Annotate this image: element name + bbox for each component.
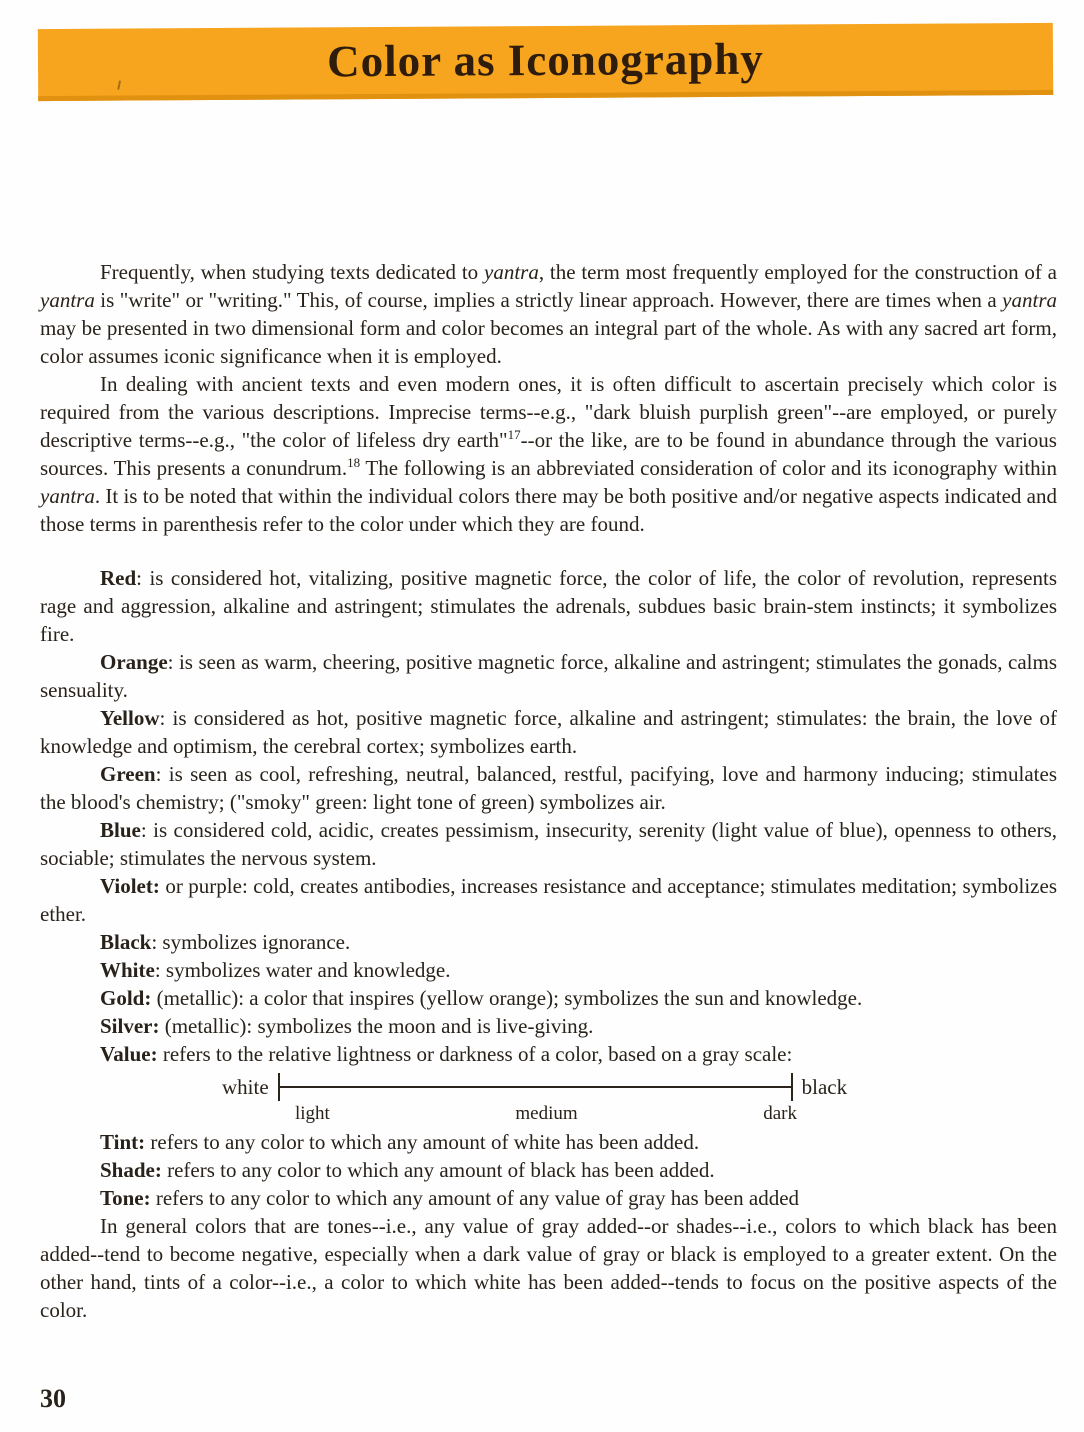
color-description: : is considered hot, vitalizing, positive magnetic force, the color of life, the color of revolution, represents rage and aggression, alkaline and astringent; stimulates the adrenals, subdues basic brain-stem instincts; it symbolizes fire. xyxy=(40,566,1057,646)
gray-scale-diagram xyxy=(40,1072,1057,1126)
color-description: (metallic): symbolizes the moon and is live-giving. xyxy=(159,1014,594,1038)
color-term: Shade: xyxy=(100,1158,162,1182)
color-entry xyxy=(40,928,1057,956)
intro-paragraph-2: In dealing with ancient texts and even modern ones, it is often difficult to ascertain precisely which color is required from the various descriptions. Imprecise terms--e.g., "dark bluish purplish green"--are employed, or purely descriptive terms--e.g., "the color of lifeless dry earth"$^{17}$--or the like, are to be found in abundance through the various sources. This presents a conundrum.$^{18}$ The following is an abbreviated consideration of color and its iconography within yantra. It is to be noted that within the individual colors there may be both positive and/or negative aspects indicated and those terms in parenthesis refer to the color under which they are found. xyxy=(40,372,1057,536)
color-term: Silver: xyxy=(100,1014,160,1038)
page-title: Color as Iconography xyxy=(326,33,764,86)
color-entry xyxy=(40,1184,1057,1212)
color-description: : symbolizes water and knowledge. xyxy=(154,958,451,982)
color-description: : is considered as hot, positive magnetic force, alkaline and astringent; stimulates: the brain, the love of knowledge and optimism, the cerebral cortex; symbolizes earth. xyxy=(40,706,1057,758)
color-entry xyxy=(40,816,1057,872)
scale-black-label: black xyxy=(801,1075,848,1099)
color-entry xyxy=(40,872,1057,928)
color-description: : symbolizes ignorance. xyxy=(151,930,351,954)
color-entry xyxy=(40,564,1057,648)
color-term: Tint: xyxy=(100,1130,146,1154)
gray-scale-tick-labels xyxy=(295,1102,797,1126)
gray-scale-row xyxy=(40,1072,1057,1102)
color-description: (metallic): a color that inspires (yellow orange); symbolizes the sun and knowledge. xyxy=(151,986,863,1010)
scale-white-label: white xyxy=(222,1075,269,1099)
color-term: Blue xyxy=(100,818,141,842)
color-entry xyxy=(40,1156,1057,1184)
scale-line xyxy=(278,1086,793,1088)
color-term: Green xyxy=(100,762,156,786)
color-term: Yellow xyxy=(100,706,160,730)
page-body xyxy=(40,258,1057,1324)
title-banner xyxy=(38,23,1053,101)
color-term: Gold: xyxy=(100,986,152,1010)
color-entry xyxy=(40,1012,1057,1040)
scale-tick-light: light xyxy=(295,1103,330,1124)
color-entry xyxy=(40,648,1057,704)
color-entry xyxy=(40,760,1057,816)
color-description: refers to any color to which any amount of black has been added. xyxy=(161,1158,715,1182)
color-term: Orange xyxy=(100,650,168,674)
color-term: Value: xyxy=(100,1042,158,1066)
color-description: : is considered cold, acidic, creates pessimism, insecurity, serenity (light value of blue), openness to others, sociable; stimulates the nervous system. xyxy=(40,818,1057,870)
color-entry xyxy=(40,956,1057,984)
color-term: Tone: xyxy=(100,1186,151,1210)
color-term: Red xyxy=(100,566,137,590)
color-description: refers to any color to which any amount of any value of gray has been added xyxy=(150,1186,800,1210)
color-term: Violet: xyxy=(100,874,160,898)
intro-paragraph-1: Frequently, when studying texts dedicated to yantra, the term most frequently employed for the construction of a yantra is "write" or "writing." This, of course, implies a strictly linear approach. However, there are times when a yantra may be presented in two dimensional form and color becomes an integral part of the whole. As with any sacred art form, color assumes iconic significance when it is employed. xyxy=(40,260,1057,368)
scale-tick-dark: dark xyxy=(763,1103,797,1124)
color-entries xyxy=(40,564,1057,1068)
page-number: 30 xyxy=(40,1384,66,1413)
color-description: refers to any color to which any amount of white has been added. xyxy=(145,1130,700,1154)
color-description: : is seen as warm, cheering, positive magnetic force, alkaline and astringent; stimulates the gonads, calms sensuality. xyxy=(40,650,1057,702)
color-entry xyxy=(40,984,1057,1012)
color-term: Black xyxy=(100,930,152,954)
color-description: refers to the relative lightness or darkness of a color, based on a gray scale: xyxy=(157,1042,793,1066)
scale-tick-medium: medium xyxy=(515,1103,578,1124)
definition-entries xyxy=(40,1128,1057,1212)
color-term: White xyxy=(100,958,155,982)
color-entry xyxy=(40,704,1057,760)
closing-paragraph: In general colors that are tones--i.e., any value of gray added--or shades--i.e., colors to which black has been added--tend to become negative, especially when a dark value of gray or black is employed to a greater extent. On the other hand, tints of a color--i.e., a color to which white has been added--tends to focus on the positive aspects of the color. xyxy=(40,1214,1057,1322)
color-entry xyxy=(40,1128,1057,1156)
color-entry xyxy=(40,1040,1057,1068)
color-description: : is seen as cool, refreshing, neutral, balanced, restful, pacifying, love and harmony inducing; stimulates the blood's chemistry; ("smoky" green: light tone of green) symbolizes air. xyxy=(40,762,1057,814)
scan-artifact-mark xyxy=(117,80,121,89)
color-description: or purple: cold, creates antibodies, increases resistance and acceptance; stimulates meditation; symbolizes ether. xyxy=(40,874,1057,926)
